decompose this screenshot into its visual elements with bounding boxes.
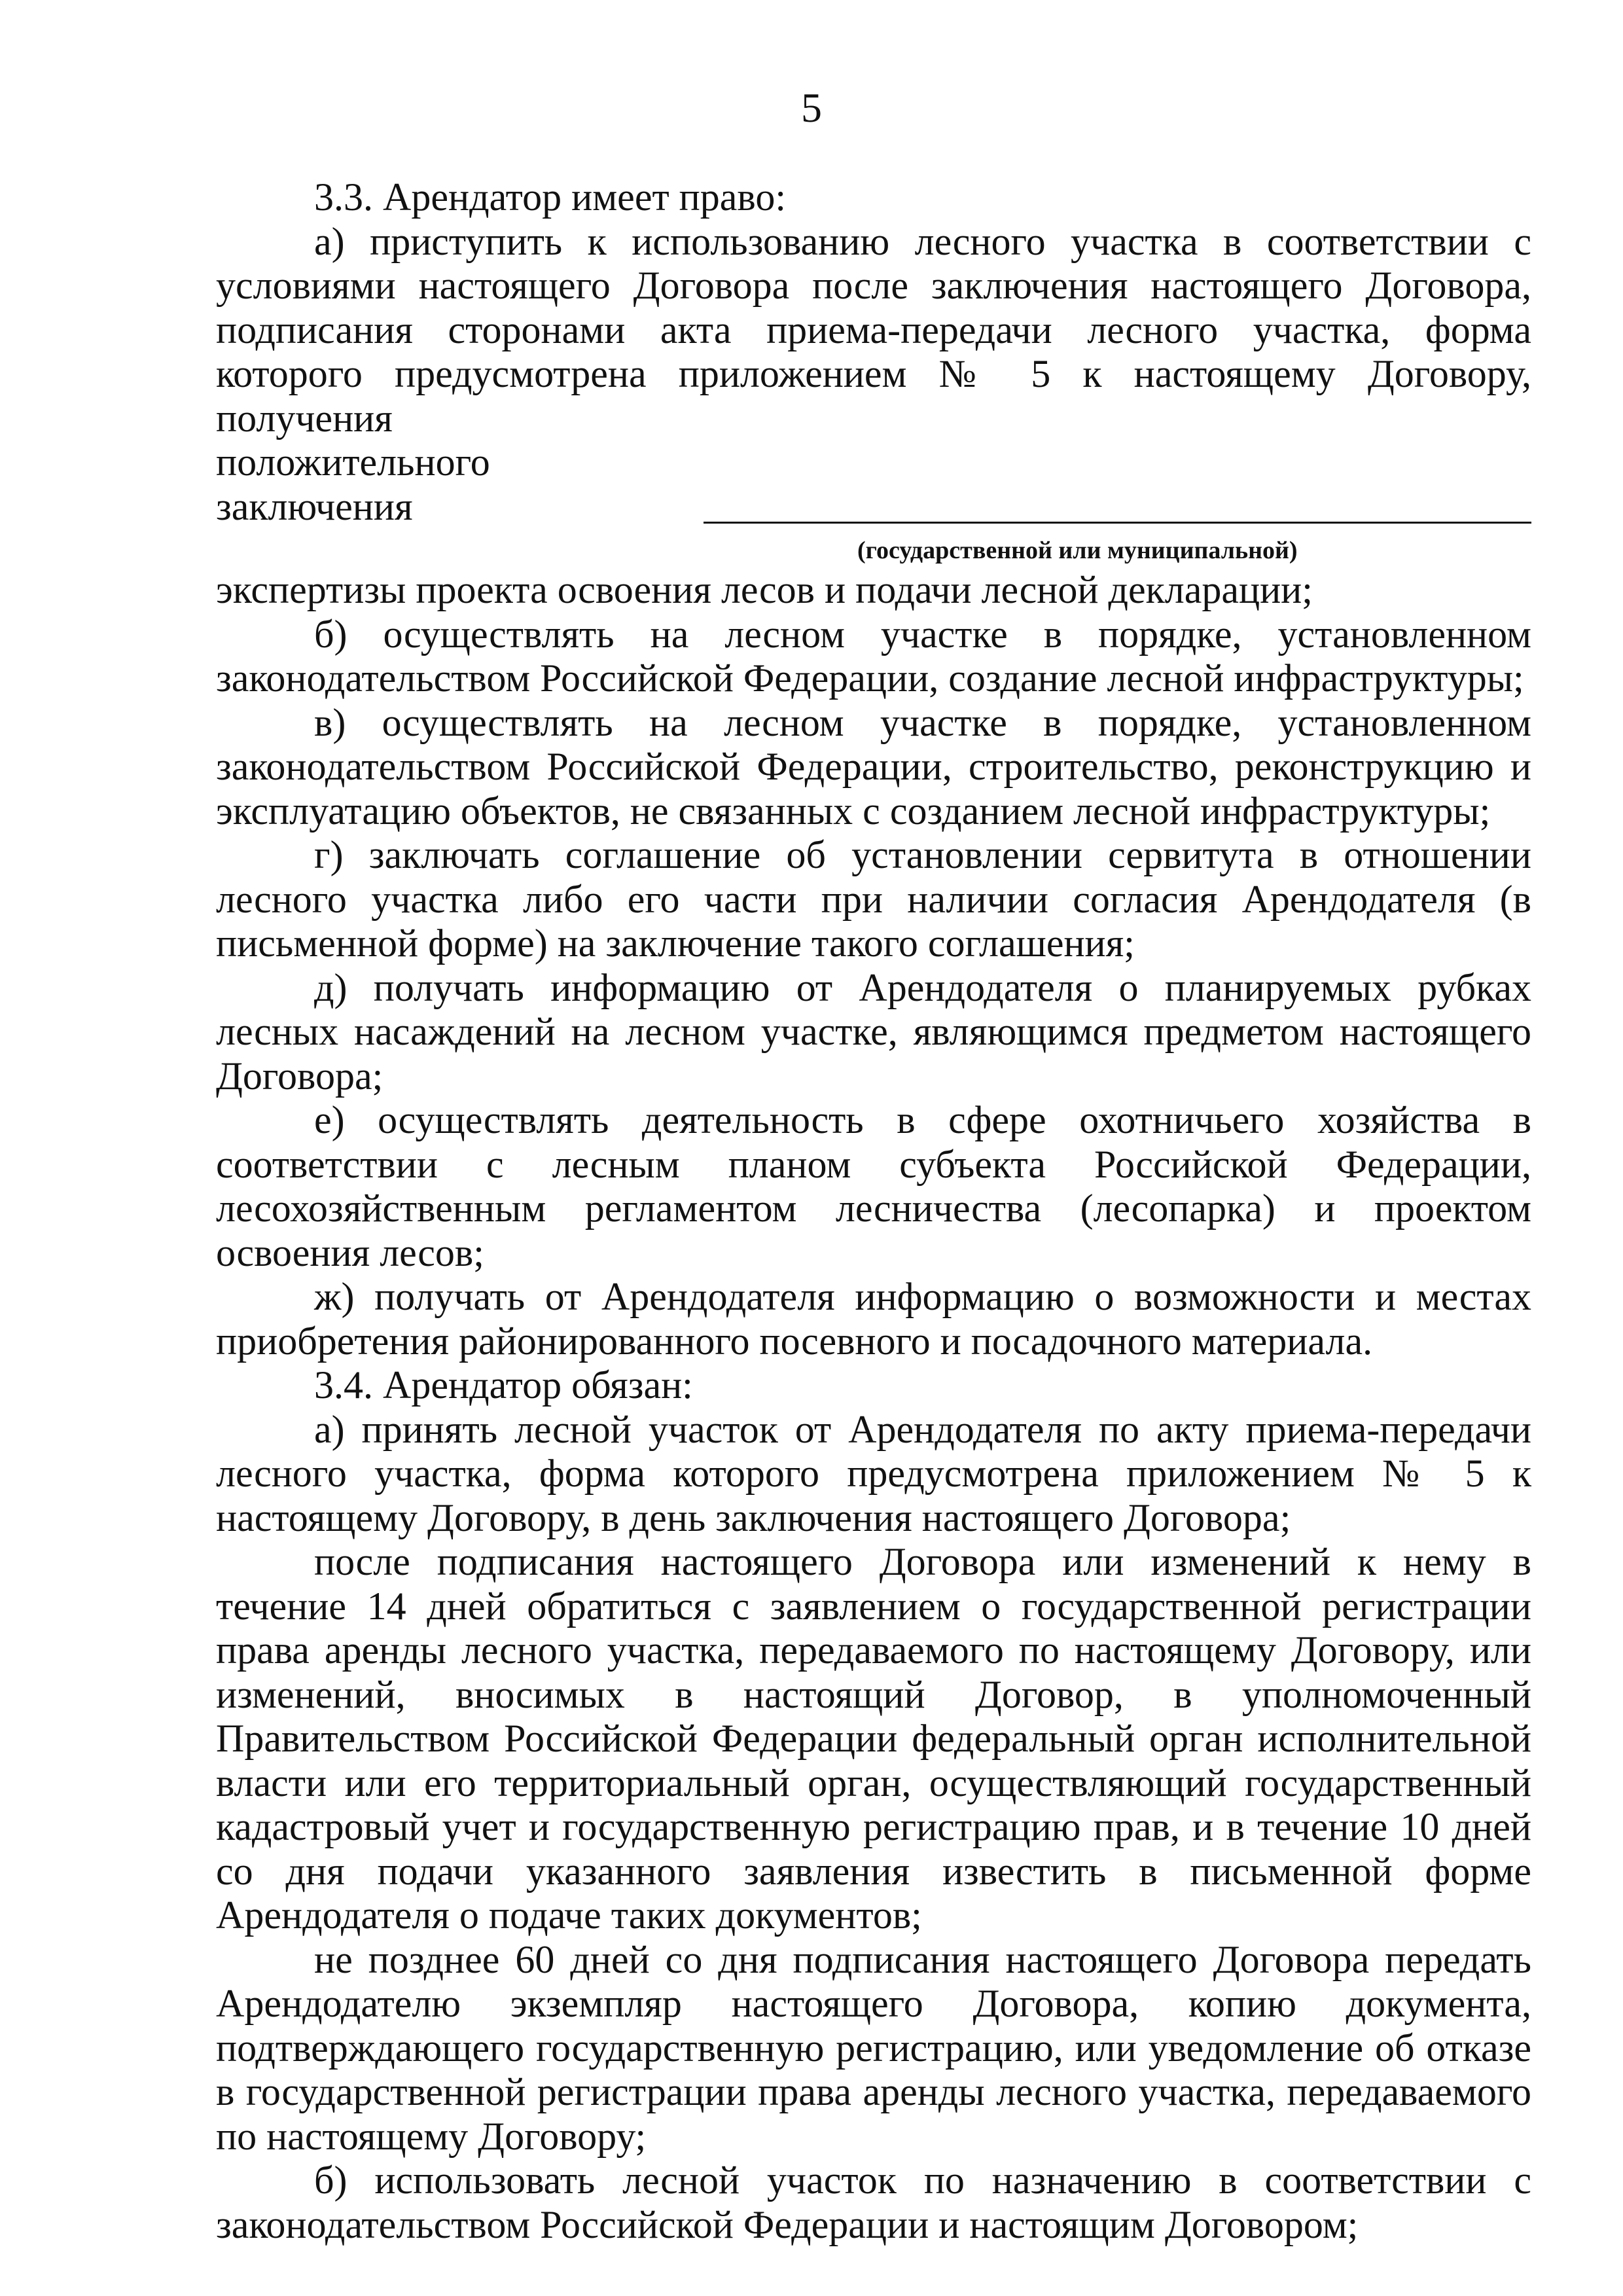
section-3-3-item-a: а) приступить к использованию лесного участка в соответствии с условиями настоящего Договора после заключения настоящего Договора, подписания сторонами акта приема-передачи лесного участка, форма которого предусмотрена приложением № 5 к настоящему Договору, получения xyxy=(216,219,1531,440)
section-3-3-item-d: д) получать информацию от Арендодателя о планируемых рубках лесных насаждений на лесном участке, являющимся предметом настоящего Договора; xyxy=(216,965,1531,1098)
section-3-3-item-e: е) осуществлять деятельность в сфере охотничьего хозяйства в соответствии с лесным планом субъекта Российской Федерации, лесохозяйственным регламентом лесничества (лесопарка) и проектом освоения лесов; xyxy=(216,1098,1531,1274)
section-3-4-item-a: а) принять лесной участок от Арендодателя по акту приема-передачи лесного участка, форма которого предусмотрена приложением № 5 к настоящему Договору, в день заключения настоящего Договора; xyxy=(216,1407,1531,1539)
section-3-3-item-v: в) осуществлять на лесном участке в порядке, установленном законодательством Российской Федерации, строительство, реконструкцию и эксплуатацию объектов, не связанных с созданием лесной инфраструктуры; xyxy=(216,700,1531,833)
blank-caption: (государственной или муниципальной) xyxy=(857,537,1298,564)
document-body xyxy=(216,175,1531,2247)
section-3-3-item-a-continuation: экспертизы проекта освоения лесов и подачи лесной декларации; xyxy=(216,568,1313,611)
section-3-4-item-b: б) использовать лесной участок по назначению в соответствии с законодательством Российской Федерации и настоящим Договором; xyxy=(216,2159,1531,2246)
page-number: 5 xyxy=(801,84,822,131)
section-3-3-item-b: б) осуществлять на лесном участке в порядке, установленном законодательством Российской Федерации, создание лесной инфраструктуры; xyxy=(216,612,1531,700)
section-3-3-item-g: г) заключать соглашение об установлении сервитута в отношении лесного участка либо его части при наличии согласия Арендодателя (в письменной форме) на заключение такого соглашения; xyxy=(216,833,1531,965)
section-3-4-registration-paragraph: после подписания настоящего Договора или изменений к нему в течение 14 дней обратиться с заявлением о государственной регистрации права аренды лесного участка, передаваемого по настоящему Договору, или изменений, вносимых в настоящий Договор, в уполномоченный Правительством Российской Федерации федеральный орган исполнительной власти или его территориальный орган, осуществляющий государственный кадастровый учет и государственную регистрацию прав, и в течение 10 дней со дня подачи указанного заявления известить в письменной форме Арендодателя о подаче таких документов; xyxy=(216,1540,1531,1937)
section-3-4-copy-paragraph: не позднее 60 дней со дня подписания настоящего Договора передать Арендодателю экземпляр настоящего Договора, копию документа, подтверждающего государственную регистрацию, или уведомление об отказе в государственной регистрации права аренды лесного участка, передаваемого по настоящему Договору; xyxy=(216,1937,1531,2158)
fill-in-blank-line xyxy=(704,489,1531,524)
section-3-3-heading: 3.3. Арендатор имеет право: xyxy=(314,175,786,219)
section-3-4-heading: 3.4. Арендатор обязан: xyxy=(314,1363,693,1407)
section-3-3-item-zh: ж) получать от Арендодателя информацию о возможности и местах приобретения районированного посевного и посадочного материала. xyxy=(216,1275,1531,1363)
fill-in-blank-row xyxy=(216,440,1531,529)
blank-prefix-label: положительного заключения xyxy=(216,440,490,528)
